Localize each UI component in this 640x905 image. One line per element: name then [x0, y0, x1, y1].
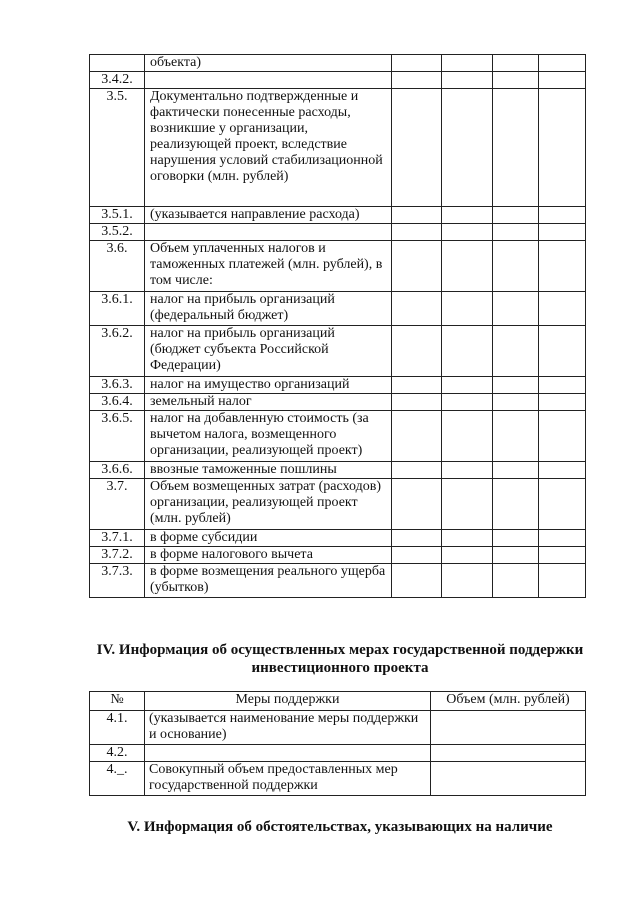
- value-cell: [539, 241, 586, 292]
- value-cell: [493, 564, 539, 598]
- value-cell: [539, 207, 586, 224]
- value-cell: [539, 530, 586, 547]
- value-cell: [442, 394, 493, 411]
- table-row: [90, 207, 586, 224]
- row-indicator-text: [145, 72, 392, 89]
- value-cell: [493, 292, 539, 326]
- row-indicator-text: ввозные таможенные пошлины: [145, 462, 392, 479]
- row-number: 3.7.: [90, 479, 145, 530]
- table-row: [90, 745, 586, 762]
- value-cell: [493, 207, 539, 224]
- value-cell: [539, 479, 586, 530]
- row-indicator-text: Объем возмещенных затрат (расходов) организации, реализующей проект (млн. рублей): [145, 479, 392, 530]
- value-cell: [539, 394, 586, 411]
- value-cell: [493, 224, 539, 241]
- row-number: 4.2.: [90, 745, 145, 762]
- value-cell: [539, 564, 586, 598]
- support-measures-table-body: [90, 711, 586, 796]
- table-row: [90, 55, 586, 72]
- row-number: 3.6.3.: [90, 377, 145, 394]
- row-indicator-text: земельный налог: [145, 394, 392, 411]
- value-cell: [442, 224, 493, 241]
- row-number: 3.6.5.: [90, 411, 145, 462]
- value-cell: [493, 411, 539, 462]
- row-indicator-text: [145, 224, 392, 241]
- value-cell: [442, 241, 493, 292]
- row-indicator-text: налог на прибыль организаций (бюджет субъекта Российской Федерации): [145, 326, 392, 377]
- row-indicator-text: в форме возмещения реального ущерба (убытков): [145, 564, 392, 598]
- value-cell: [539, 72, 586, 89]
- table-row: [90, 292, 586, 326]
- row-measure-text: (указывается наименование меры поддержки и основание): [145, 711, 431, 745]
- value-cell: [392, 394, 442, 411]
- column-header-num: №: [90, 692, 145, 711]
- value-cell: [392, 479, 442, 530]
- value-cell: [392, 241, 442, 292]
- value-cell: [392, 411, 442, 462]
- section-5-heading: V. Информация об обстоятельствах, указывающих на наличие: [127, 819, 553, 835]
- value-cell: [539, 377, 586, 394]
- row-number: 3.7.3.: [90, 564, 145, 598]
- value-cell: [392, 224, 442, 241]
- row-number: 3.6.2.: [90, 326, 145, 377]
- value-cell: [539, 462, 586, 479]
- value-cell: [442, 564, 493, 598]
- table-row: [90, 394, 586, 411]
- row-number: 3.7.1.: [90, 530, 145, 547]
- value-cell: [493, 241, 539, 292]
- value-cell: [442, 72, 493, 89]
- row-number: 3.4.2.: [90, 72, 145, 89]
- value-cell: [493, 394, 539, 411]
- table-row: [90, 530, 586, 547]
- value-cell: [493, 377, 539, 394]
- row-indicator-text: Документально подтвержденные и фактически понесенные расходы, возникшие у организации, реализующей проект, вследствие нарушения условий стабилизационной оговорки (млн. рублей): [145, 89, 392, 207]
- table-row: [90, 224, 586, 241]
- value-cell: [539, 411, 586, 462]
- value-cell: [392, 207, 442, 224]
- value-cell: [493, 479, 539, 530]
- table-row: [90, 72, 586, 89]
- value-cell: [442, 326, 493, 377]
- column-header-volume: Объем (млн. рублей): [431, 692, 586, 711]
- value-cell: [392, 55, 442, 72]
- table-row: [90, 711, 586, 745]
- value-cell: [493, 326, 539, 377]
- row-indicator-text: в форме субсидии: [145, 530, 392, 547]
- table-row: [90, 564, 586, 598]
- row-number: 3.5.: [90, 89, 145, 207]
- row-measure-text: Совокупный объем предоставленных мер государственной поддержки: [145, 762, 431, 796]
- row-number: 3.5.1.: [90, 207, 145, 224]
- table-row: [90, 762, 586, 796]
- table-row: [90, 241, 586, 292]
- value-cell: [493, 530, 539, 547]
- value-cell: [392, 72, 442, 89]
- row-indicator-text: налог на прибыль организаций (федеральный бюджет): [145, 292, 392, 326]
- row-number: 3.7.2.: [90, 547, 145, 564]
- value-cell: [442, 411, 493, 462]
- row-number: 3.6.4.: [90, 394, 145, 411]
- value-cell: [392, 377, 442, 394]
- indicators-table-body: [90, 55, 586, 598]
- table-row: [90, 547, 586, 564]
- row-number: 4.1.: [90, 711, 145, 745]
- value-cell: [442, 547, 493, 564]
- support-measures-table: [89, 691, 586, 796]
- row-number: 3.5.2.: [90, 224, 145, 241]
- value-cell: [442, 89, 493, 207]
- volume-cell: [431, 762, 586, 796]
- table-row: [90, 377, 586, 394]
- volume-cell: [431, 711, 586, 745]
- row-indicator-text: налог на добавленную стоимость (за вычетом налога, возмещенного организации, реализующей проект): [145, 411, 392, 462]
- row-indicator-text: объекта): [145, 55, 392, 72]
- row-number: 3.6.: [90, 241, 145, 292]
- value-cell: [392, 530, 442, 547]
- row-indicator-text: в форме налогового вычета: [145, 547, 392, 564]
- indicators-table: [89, 54, 586, 598]
- table-header-row: [90, 692, 586, 711]
- table-row: [90, 89, 586, 207]
- value-cell: [493, 547, 539, 564]
- value-cell: [539, 292, 586, 326]
- table-row: [90, 462, 586, 479]
- value-cell: [539, 89, 586, 207]
- row-number: 3.6.1.: [90, 292, 145, 326]
- row-number: 3.6.6.: [90, 462, 145, 479]
- value-cell: [493, 89, 539, 207]
- value-cell: [442, 377, 493, 394]
- value-cell: [493, 55, 539, 72]
- value-cell: [493, 72, 539, 89]
- row-measure-text: [145, 745, 431, 762]
- value-cell: [442, 479, 493, 530]
- row-number: [90, 55, 145, 72]
- table-row: [90, 326, 586, 377]
- value-cell: [442, 462, 493, 479]
- column-header-measures: Меры поддержки: [145, 692, 431, 711]
- row-number: 4._.: [90, 762, 145, 796]
- value-cell: [392, 564, 442, 598]
- value-cell: [392, 547, 442, 564]
- table-row: [90, 479, 586, 530]
- table-row: [90, 411, 586, 462]
- value-cell: [539, 55, 586, 72]
- row-indicator-text: (указывается направление расхода): [145, 207, 392, 224]
- volume-cell: [431, 745, 586, 762]
- row-indicator-text: Объем уплаченных налогов и таможенных платежей (млн. рублей), в том числе:: [145, 241, 392, 292]
- value-cell: [442, 207, 493, 224]
- value-cell: [392, 292, 442, 326]
- value-cell: [442, 55, 493, 72]
- value-cell: [539, 326, 586, 377]
- value-cell: [442, 292, 493, 326]
- value-cell: [392, 89, 442, 207]
- value-cell: [493, 462, 539, 479]
- value-cell: [539, 224, 586, 241]
- row-indicator-text: налог на имущество организаций: [145, 377, 392, 394]
- value-cell: [392, 462, 442, 479]
- value-cell: [392, 326, 442, 377]
- value-cell: [539, 547, 586, 564]
- value-cell: [442, 530, 493, 547]
- section-4-heading: IV. Информация об осуществленных мерах государственной поддержки инвестиционного проекта: [96, 642, 584, 676]
